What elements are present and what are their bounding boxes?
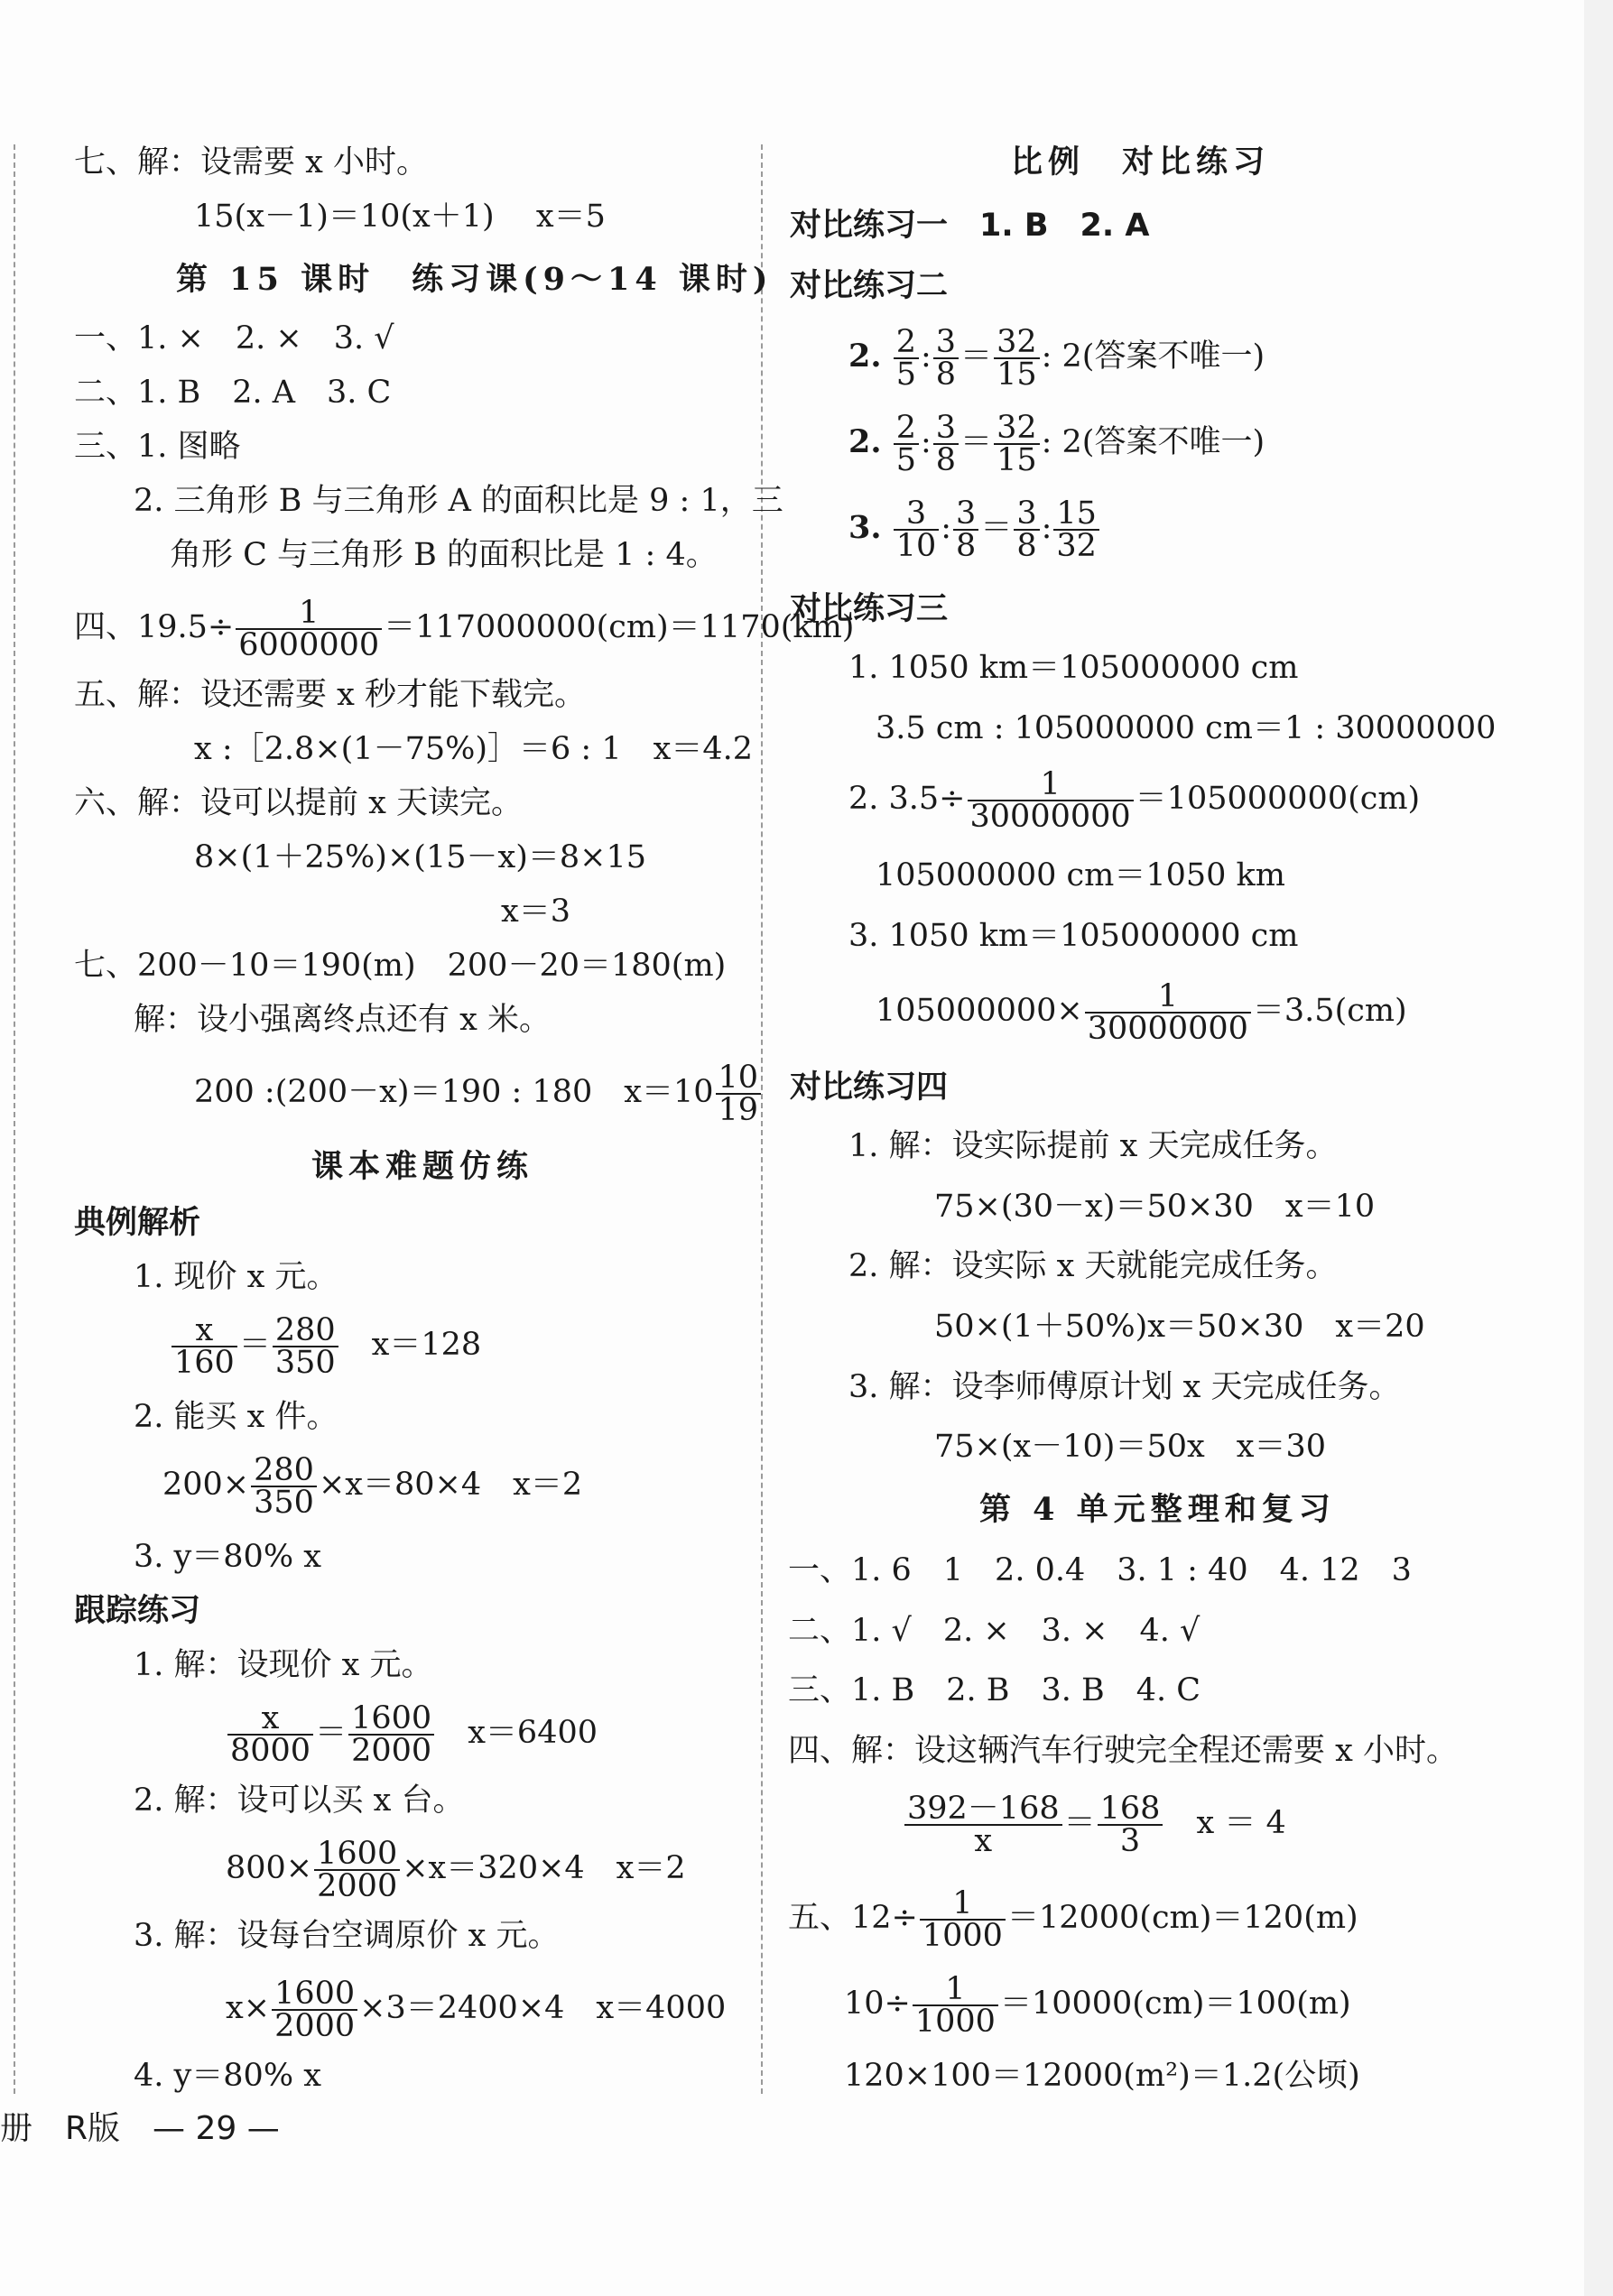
- text: ×x＝80×4 x＝2: [318, 1467, 583, 1503]
- answer-line: 3. 解：设李师傅原计划 x 天完成任务。: [848, 1369, 1401, 1405]
- denominator: 8000: [230, 1732, 311, 1769]
- fraction: [1014, 495, 1039, 564]
- denominator: 2000: [317, 1867, 398, 1904]
- denominator: 6000000: [238, 626, 380, 663]
- numerator: 32: [994, 327, 1040, 359]
- answer-line: [844, 1963, 1351, 2044]
- answer-line: 三、1. 图略: [74, 429, 241, 465]
- answer-line: 六、解：设可以提前 x 天读完。: [74, 785, 523, 821]
- answer-line: x＝3: [501, 893, 571, 930]
- numerator: 1600: [348, 1703, 434, 1736]
- answer-line: 二、1. B 2. A 3. C: [74, 375, 392, 411]
- fraction: [1053, 495, 1099, 564]
- answer-line: $\frac{x}{160}$ ＝ $\frac{280}{350}$ x＝128: [170, 1304, 481, 1385]
- denominator: 2000: [351, 1732, 432, 1769]
- text: ＝3.5(cm): [1252, 993, 1407, 1029]
- answer-line: 2. 三角形 B 与三角形 A 的面积比是 9 : 1，三: [134, 483, 783, 519]
- denominator: 1000: [914, 2003, 996, 2040]
- text: ＝10000(cm)＝100(m): [999, 1986, 1351, 2022]
- text: ×3＝2400×4 x＝4000: [359, 1990, 727, 2026]
- denominator: 160: [174, 1344, 235, 1381]
- denominator: 19: [718, 1091, 759, 1128]
- fraction: [251, 1451, 317, 1521]
- denominator: 350: [254, 1484, 314, 1521]
- answer-line: 2. 解：设实际 x 天就能完成任务。: [848, 1248, 1338, 1284]
- answer-line: 120×100＝12000(m²)＝1.2(公顷): [844, 2058, 1360, 2094]
- text: 2. 3.5÷: [848, 781, 966, 817]
- answer-line: 五、解：设还需要 x 秒才能下载完。: [74, 677, 586, 713]
- numerator: 32: [994, 412, 1040, 445]
- fraction: [272, 1975, 357, 2044]
- answer-line: 3. $\frac{3}{10}$ : $\frac{3}{8}$ ＝ $\frac{3}{8}$ : $\frac{15}{32}$: [848, 487, 1101, 569]
- denominator: 8: [1016, 527, 1037, 564]
- denominator: 5: [895, 441, 916, 478]
- text: 五、12÷: [788, 1900, 918, 1936]
- numerator: 3: [1014, 498, 1039, 531]
- answer-line: 3. 1050 km＝105000000 cm: [848, 918, 1299, 954]
- numerator: 1: [236, 597, 382, 630]
- text: 200×: [162, 1467, 250, 1503]
- numerator: 2: [894, 327, 919, 359]
- denominator: 3: [1119, 1822, 1141, 1859]
- fraction: [933, 323, 959, 393]
- denominator: 350: [274, 1344, 336, 1381]
- fraction: [920, 1884, 1006, 1954]
- answer-line: 七、解：设需要 x 小时。: [74, 144, 428, 181]
- subsection-heading: 对比练习三: [790, 591, 949, 627]
- subsection-heading: 对比练习二: [790, 268, 949, 304]
- answer-line: $\frac{392-168}{x}$ ＝ $\frac{168}{3}$ x ＝ 4: [903, 1782, 1286, 1864]
- denominator: 8: [935, 441, 957, 478]
- text: ＝105000000(cm): [1135, 781, 1421, 817]
- answer-line: 一、1. × 2. × 3. √: [74, 320, 394, 356]
- numerator: x: [227, 1703, 313, 1736]
- subsection-heading: 跟踪练习: [74, 1593, 201, 1629]
- answer-line: 三、1. B 2. B 3. B 4. C: [788, 1672, 1201, 1708]
- fraction: [227, 1699, 313, 1769]
- section-heading: 比例 对比练习: [1011, 144, 1271, 181]
- numerator: 1: [913, 1974, 998, 2006]
- answer-line: $\frac{x}{8000}$ ＝ $\frac{1600}{2000}$ x＝6400: [226, 1692, 598, 1773]
- numerator: 10: [716, 1062, 762, 1095]
- denominator: 8: [935, 356, 957, 393]
- text: : 2(答案不唯一): [1041, 338, 1265, 375]
- answer-line: [162, 1444, 582, 1525]
- subsection-heading: 典例解析: [74, 1205, 201, 1241]
- denominator: 1000: [922, 1917, 1003, 1954]
- text: ＝12000(cm)＝120(m): [1006, 1900, 1358, 1936]
- answer-line: 七、200－10＝190(m) 200－20＝180(m): [74, 948, 727, 984]
- answer-line: 15(x－1)＝10(x＋1) x＝5: [194, 199, 606, 235]
- answer-line: [876, 970, 1407, 1051]
- fraction: [913, 1970, 998, 2040]
- fraction: [894, 495, 940, 564]
- numerator: 168: [1098, 1793, 1163, 1826]
- answer-line: [194, 1051, 763, 1133]
- answer-line: 8×(1＋25%)×(15－x)＝8×15: [194, 839, 647, 875]
- answer-line: 75×(x－10)＝50x x＝30: [934, 1429, 1326, 1465]
- fraction: [933, 409, 959, 478]
- fraction: [171, 1311, 237, 1381]
- answer-line: [226, 1828, 686, 1909]
- fraction: [314, 1835, 400, 1904]
- answer-line: 50×(1＋50%)x＝50×30 x＝20: [934, 1309, 1425, 1345]
- answer-line: [226, 1967, 726, 2049]
- numerator: x: [171, 1315, 237, 1347]
- answer-line: [74, 587, 854, 668]
- numerator: 2: [894, 412, 919, 445]
- denominator: 8: [956, 527, 977, 564]
- text: x×: [226, 1990, 271, 2026]
- answer-line: [848, 758, 1420, 839]
- text: 10÷: [844, 1986, 911, 2022]
- answer-line: 角形 C 与三角形 B 的面积比是 1 : 4。: [170, 537, 718, 573]
- denominator: 2000: [274, 2007, 356, 2044]
- numerator: 280: [273, 1315, 338, 1347]
- fraction: [348, 1699, 434, 1769]
- answer-line: 二、1. √ 2. × 3. × 4. √: [788, 1613, 1200, 1649]
- denominator: 30000000: [969, 798, 1131, 835]
- numerator: 1: [968, 769, 1134, 801]
- answer-line: 一、1. 6 1 2. 0.4 3. 1 : 40 4. 12 3: [788, 1552, 1412, 1588]
- text: ＝117000000(cm)＝1170(km): [384, 609, 855, 645]
- numerator: 3: [933, 327, 959, 359]
- numerator: 1600: [314, 1838, 400, 1871]
- subsection-heading: 对比练习四: [790, 1069, 949, 1106]
- fraction: [894, 409, 919, 478]
- answer-line: 75×(30－x)＝50×30 x＝10: [934, 1189, 1376, 1225]
- answer-line: 1. 现价 x 元。: [134, 1259, 338, 1295]
- fraction: [994, 409, 1040, 478]
- text: 四、19.5÷: [74, 609, 235, 645]
- answer-line: 3. y＝80% x: [134, 1539, 321, 1575]
- answer-line: 1. 1050 km＝105000000 cm: [848, 650, 1299, 686]
- denominator: 10: [895, 527, 937, 564]
- numerator: 3: [933, 412, 959, 445]
- text: ×x＝320×4 x＝2: [402, 1850, 686, 1886]
- denominator: x: [974, 1822, 993, 1859]
- answer-line: 2. $\frac{2}{5}$ : $\frac{3}{8}$ ＝ $\frac{32}{15}$ : 2(答案不唯一): [848, 409, 1265, 478]
- answer-line: 105000000 cm＝1050 km: [876, 857, 1285, 893]
- text: x ＝ 4: [1196, 1805, 1286, 1841]
- text: 800×: [226, 1850, 313, 1886]
- fraction: [236, 594, 382, 663]
- text: : 2(答案不唯一): [1041, 424, 1265, 460]
- fraction: [953, 495, 978, 564]
- answer-line: 2. 能买 x 件。: [134, 1399, 338, 1435]
- denominator: 15: [997, 441, 1037, 478]
- answer-line: 4. y＝80% x: [134, 2058, 321, 2094]
- fraction: [716, 1059, 762, 1128]
- answer-line: 2. 解：设可以买 x 台。: [134, 1782, 465, 1819]
- fraction: [894, 323, 919, 393]
- answer-line: 解：设小强离终点还有 x 米。: [134, 1002, 551, 1038]
- answer-line: x :［2.8×(1－75%)］＝6 : 1 x＝4.2: [194, 731, 753, 767]
- denominator: 15: [997, 356, 1037, 393]
- numerator: 3: [953, 498, 978, 531]
- fraction: [1085, 977, 1251, 1047]
- numerator: 1: [920, 1888, 1006, 1921]
- answer-line: 3.5 cm : 105000000 cm＝1 : 30000000: [876, 710, 1497, 746]
- answer-line: 1. 解：设现价 x 元。: [134, 1647, 433, 1683]
- fraction: [273, 1311, 338, 1381]
- right-page-edge: [1584, 0, 1613, 2296]
- fraction: [904, 1790, 1062, 1859]
- page-footer: 册 R版 — 29 —: [0, 2110, 280, 2147]
- right-column: [781, 0, 1575, 2112]
- subsection-heading: 对比练习一 1. B 2. A: [790, 208, 1150, 244]
- numerator: 392－168: [904, 1793, 1062, 1826]
- answer-line: 1. 解：设实际提前 x 天完成任务。: [848, 1128, 1338, 1164]
- fraction: [1098, 1790, 1163, 1859]
- answer-line: 2. $\frac{2}{5}$ : $\frac{3}{8}$ ＝ $\frac{32}{15}$ : 2(答案不唯一): [848, 323, 1265, 393]
- answer-line: 3. 解：设每台空调原价 x 元。: [134, 1918, 560, 1954]
- text: x＝6400: [468, 1715, 598, 1751]
- denominator: 32: [1056, 527, 1097, 564]
- text: x＝128: [371, 1327, 482, 1363]
- numerator: 1: [1085, 981, 1251, 1014]
- answer-line: 四、解：设这辆汽车行驶完全程还需要 x 小时。: [788, 1733, 1458, 1769]
- denominator: 30000000: [1087, 1010, 1248, 1047]
- fraction: [968, 765, 1134, 835]
- numerator: 15: [1053, 498, 1099, 531]
- text: 200 :(200－x)＝190 : 180 x＝10: [194, 1074, 714, 1110]
- fraction: [994, 323, 1040, 393]
- numerator: 280: [251, 1455, 317, 1487]
- numerator: 1600: [272, 1978, 357, 2011]
- numerator: 3: [894, 498, 940, 531]
- denominator: 5: [895, 356, 916, 393]
- section-heading: 第 4 单元整理和复习: [979, 1491, 1336, 1528]
- section-heading: 第 15 课时 练习课(9～14 课时): [176, 261, 774, 298]
- section-heading: 课本难题仿练: [311, 1148, 534, 1185]
- text: 105000000×: [876, 993, 1083, 1029]
- answer-line: [788, 1877, 1358, 1958]
